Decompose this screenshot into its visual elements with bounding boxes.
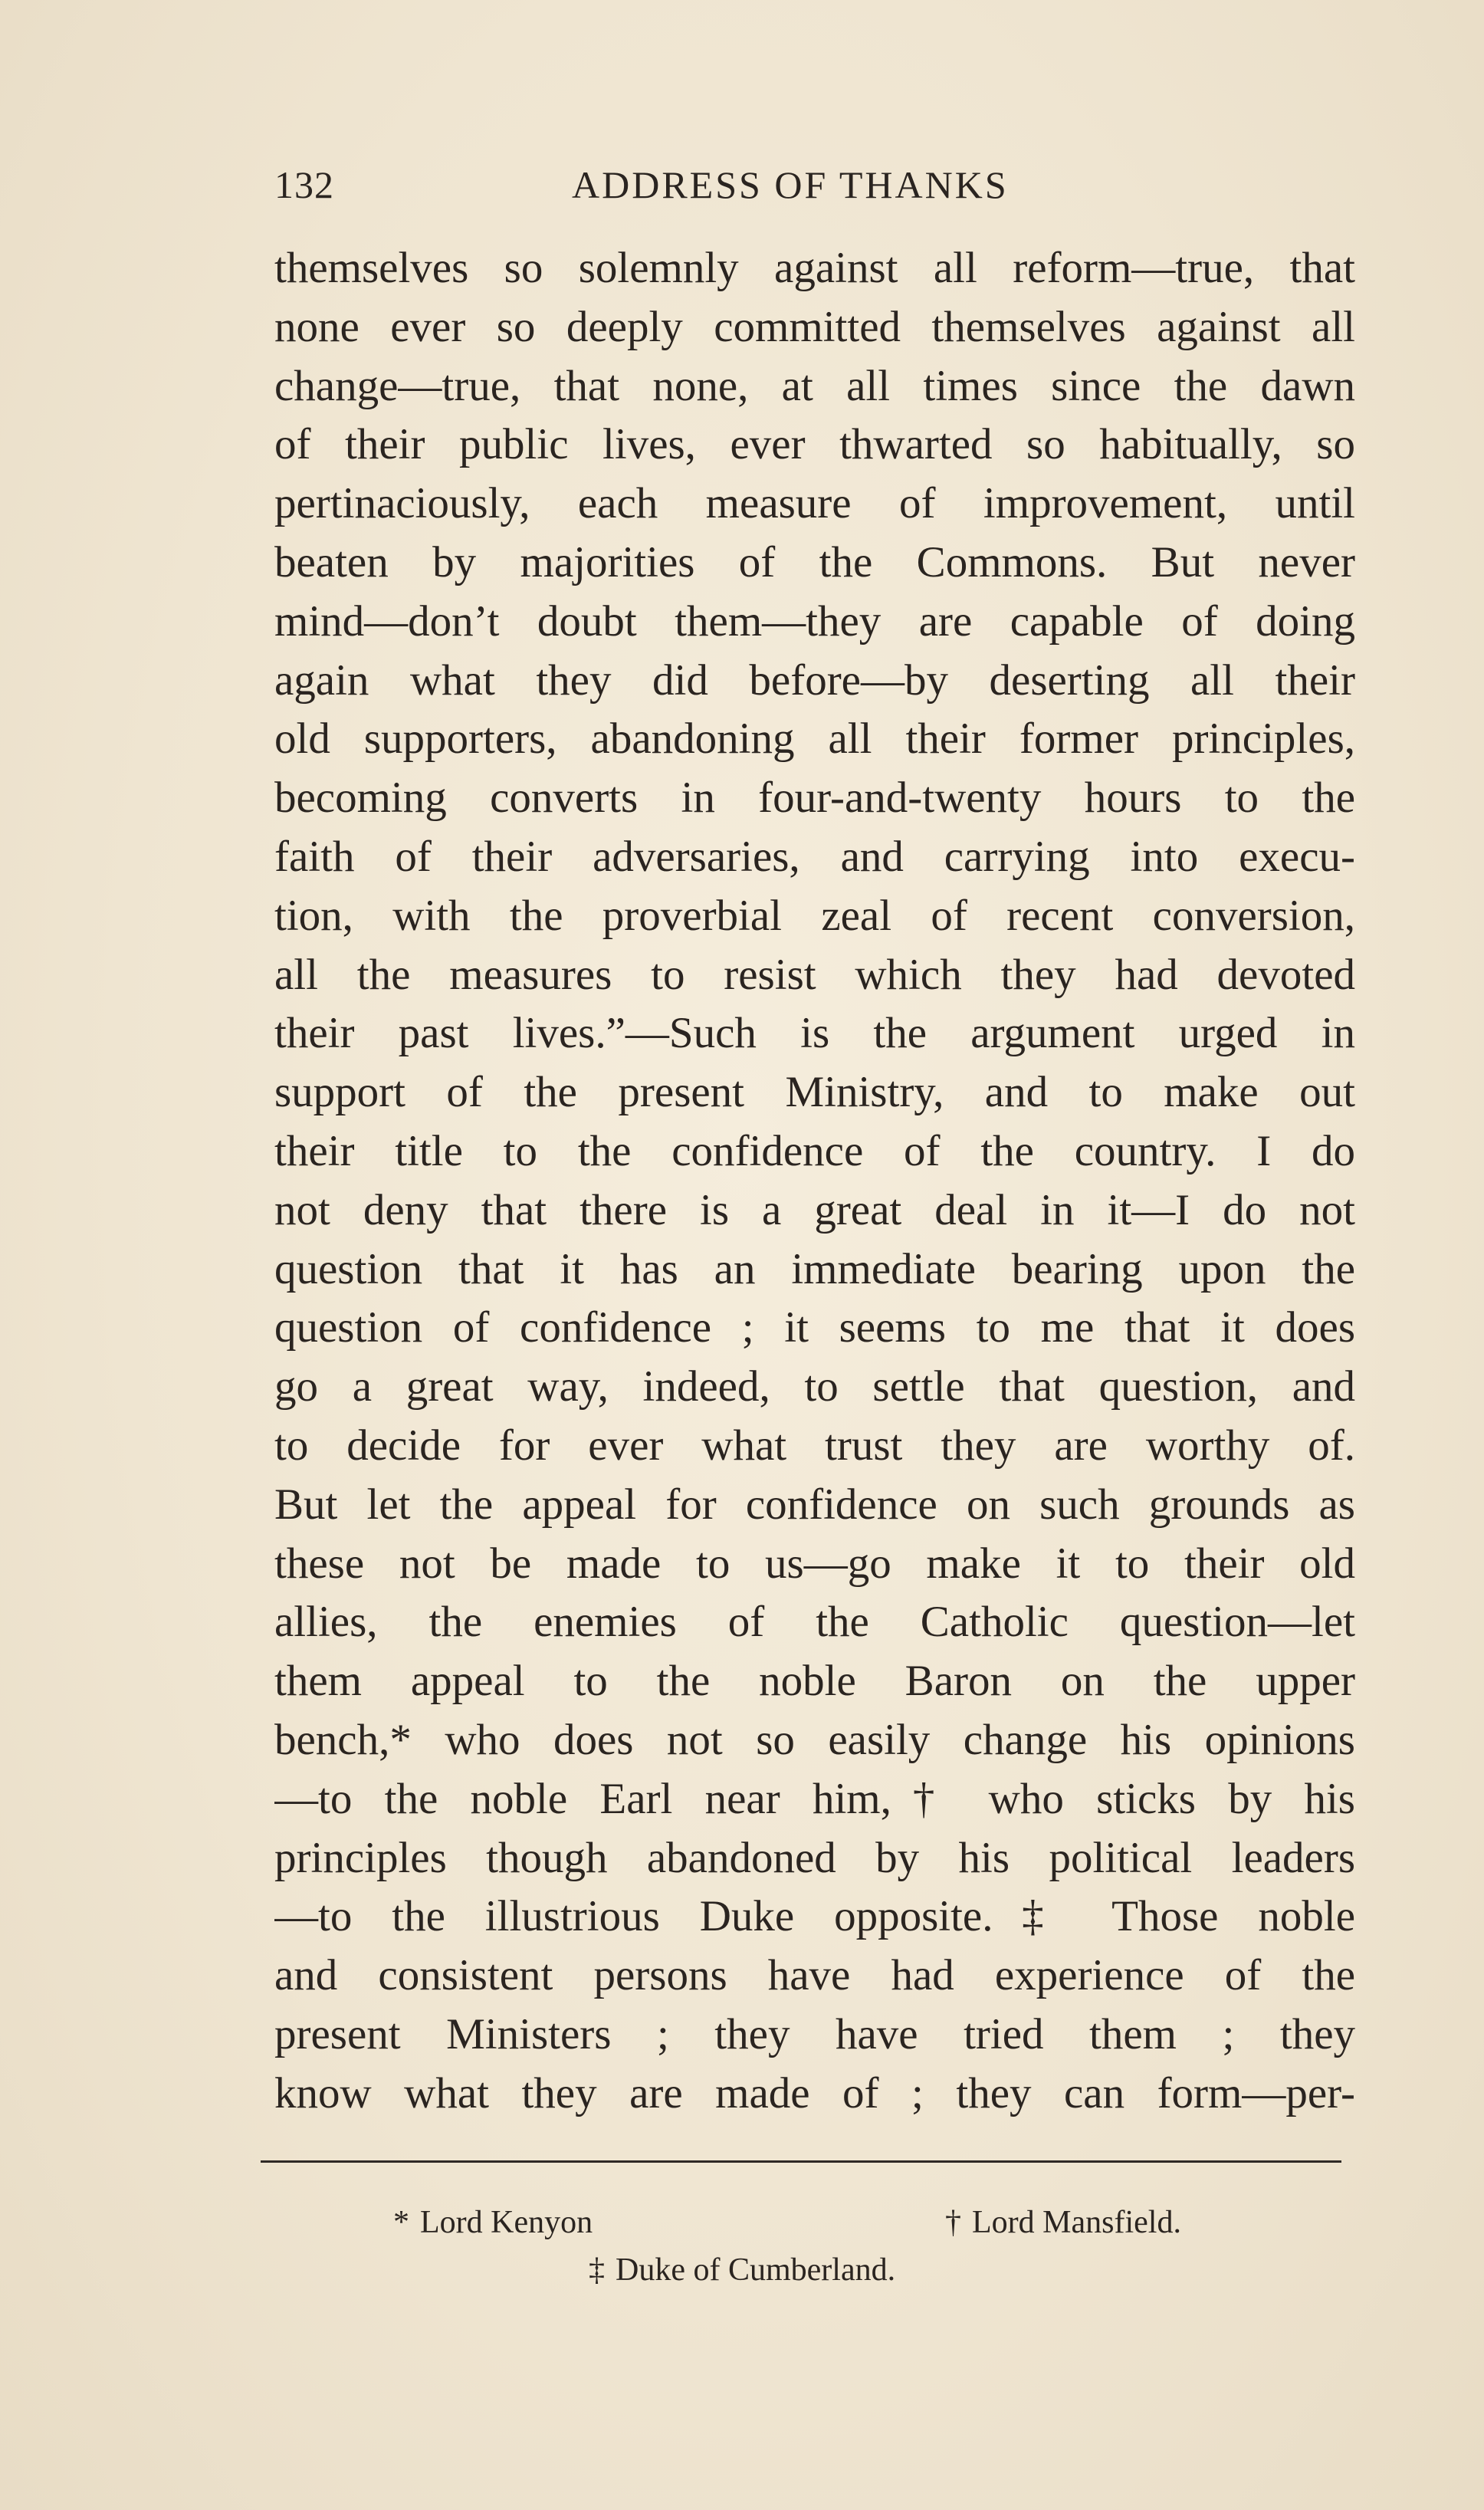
body-text [274, 239, 1355, 2124]
text-line: and consistent persons have had experience of the [274, 1951, 1355, 2000]
text-line: go a great way, indeed, to settle that question, and [274, 1362, 1355, 1411]
text-line: becoming converts in four-and-twenty hours to the [274, 774, 1355, 823]
footnote-row [274, 2246, 1332, 2294]
text-line: But let the appeal for confidence on such grounds as [274, 1480, 1355, 1529]
footnote-kenyon [393, 2199, 593, 2246]
text-line: mind—don’t doubt them—they are capable of doing [274, 596, 1355, 646]
text-line: support of the present Ministry, and to make out [274, 1068, 1355, 1117]
text-line: present Ministers ; they have tried them ; they [274, 2009, 1355, 2058]
text-line: themselves so solemnly against all reform—true, that [274, 244, 1355, 292]
text-line: to decide for ever what trust they are worthy of. [274, 1421, 1355, 1470]
text-line: question that it has an immediate bearing upon the [274, 1244, 1355, 1293]
text-line: old supporters, abandoning all their former principles, [274, 715, 1355, 764]
text-line: none ever so deeply committed themselves against all [274, 302, 1355, 351]
text-line: principles though abandoned by his political leaders [274, 1833, 1355, 1882]
text-line: tion, with the proverbial zeal of recent conversion, [274, 891, 1355, 940]
footnote-text: Lord Mansfield. [972, 2205, 1181, 2240]
footnote-row [274, 2199, 1332, 2246]
footnote-rule [261, 2160, 1341, 2163]
text-line: all the measures to resist which they had devoted [274, 950, 1355, 999]
footnote-mark: ‡ [589, 2252, 605, 2288]
text-line: question of confidence ; it seems to me that it does [274, 1303, 1355, 1352]
text-line: bench,* who does not so easily change his opinions [274, 1715, 1355, 1764]
text-line: beaten by majorities of the Commons. But never [274, 537, 1355, 586]
footnote-text: Duke of Cumberland. [616, 2252, 896, 2288]
text-line: change—true, that none, at all times since the dawn [274, 361, 1355, 410]
text-line: them appeal to the noble Baron on the upper [274, 1657, 1355, 1706]
footnote-mark: † [945, 2205, 961, 2240]
text-line: these not be made to us—go make it to their old [274, 1539, 1355, 1588]
page-header [274, 163, 1056, 216]
footnote-mansfield [945, 2199, 1181, 2246]
text-line: —to the noble Earl near him,† who sticks by his [274, 1774, 1355, 1823]
text-line: allies, the enemies of the Catholic question—let [274, 1598, 1355, 1647]
footnotes [274, 2199, 1332, 2294]
text-line: pertinaciously, each measure of improvement, until [274, 479, 1355, 528]
text-line: know what they are made of ; they can form—per- [274, 2068, 1355, 2117]
text-line: not deny that there is a great deal in it—I do not [274, 1185, 1355, 1234]
text-line: their title to the confidence of the country. I do [274, 1126, 1355, 1175]
text-line: —to the illustrious Duke opposite.‡ Those noble [274, 1892, 1355, 1941]
text-line: faith of their adversaries, and carrying into execu- [274, 832, 1355, 881]
text-line: of their public lives, ever thwarted so habitually, so [274, 420, 1355, 469]
footnote-mark: * [393, 2205, 409, 2240]
footnote-text: Lord Kenyon [420, 2205, 593, 2240]
text-line: again what they did before—by deserting all their [274, 655, 1355, 705]
footnote-cumberland [589, 2246, 895, 2294]
page-number: 132 [274, 163, 334, 206]
running-head: ADDRESS OF THANKS [572, 163, 1009, 206]
text-line: their past lives.”—Such is the argument urged in [274, 1009, 1355, 1058]
